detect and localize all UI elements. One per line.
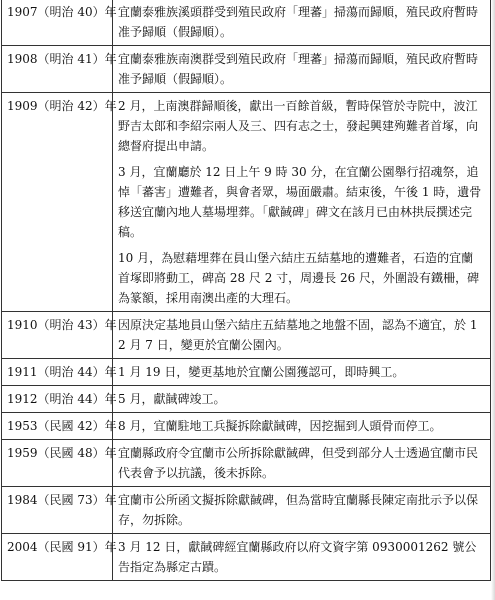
event-cell: [113, 487, 491, 534]
table-row: [2, 487, 491, 534]
year-cell: 1911（明治 44）年: [2, 359, 113, 386]
event-paragraph: 因原決定基地員山堡六結庄五結墓地之地盤不固，認為不適宜，於 12 月 7 日，變更於宜蘭公園內。: [118, 318, 478, 352]
event-paragraph: 宜蘭泰雅族南澳群受到殖民政府「理蕃」掃蕩而歸順，殖民政府暫時准予歸順（假歸順）。: [118, 52, 479, 86]
table-row: [2, 46, 491, 93]
table-row: [2, 359, 491, 386]
event-paragraph: 宜蘭縣政府令宜蘭市公所拆除獻馘碑，但受到部分人士透過宜蘭市民代表會予以抗議，後未拆除。: [118, 446, 479, 480]
event-cell: [113, 440, 491, 487]
year-cell: 1984（民國 73）年: [2, 487, 113, 534]
year-cell: 2004（民國 91）年: [2, 534, 113, 581]
year-cell: 1959（民國 48）年: [2, 440, 113, 487]
event-cell: [113, 93, 491, 312]
page-edge-shadow: [491, 0, 495, 600]
event-cell: [113, 312, 491, 359]
year-cell: 1909（明治 42）年: [2, 93, 113, 312]
year-cell: 1912（明治 44）年: [2, 386, 113, 413]
event-cell: [113, 413, 491, 440]
event-paragraph: 1 月 19 日，變更基地於宜蘭公園獲認可，即時興工。: [118, 365, 405, 379]
event-paragraph: 宜蘭市公所函文擬拆除獻馘碑，但為當時宜蘭縣長陳定南批示予以保存，勿拆除。: [118, 493, 479, 527]
event-cell: [113, 359, 491, 386]
event-paragraph: 3 月 12 日，獻馘碑經宜蘭縣政府以府文資字第 0930001262 號公告指定為縣定古蹟。: [118, 540, 477, 574]
year-cell: 1953（民國 42）年: [2, 413, 113, 440]
table-row: [2, 312, 491, 359]
table-row: [2, 440, 491, 487]
event-paragraph: 3 月，宜蘭廳於 12 日上午 9 時 30 分，在宜蘭公園舉行招魂祭，追悼「蕃害」遭難者，與會者眾，場面嚴肅。結束後，午後 1 時，遺骨移送宜蘭內地人墓場埋葬。「獻馘碑」碑文在該月已由林拱辰撰述完稿。: [118, 165, 482, 239]
table-row: [2, 93, 491, 312]
year-cell: 1907（明治 40）年: [2, 0, 113, 46]
event-paragraph: 2 月，上南澳群歸順後，獻出一百餘首級，暫時保管於寺院中，波江野吉太郎和李紹宗兩人及三、四有志之士，發起興建殉難者首塚，向總督府提出申請。: [118, 99, 479, 153]
timeline-table: [1, 0, 491, 581]
table-row: [2, 413, 491, 440]
event-paragraph: 8 月，宜蘭駐地工兵擬拆除獻馘碑，因挖掘到人頭骨而停工。: [118, 419, 442, 433]
table-row: [2, 386, 491, 413]
table-row: [2, 534, 491, 581]
year-cell: 1910（明治 43）年: [2, 312, 113, 359]
event-cell: [113, 0, 491, 46]
event-paragraph: 宜蘭泰雅族溪頭群受到殖民政府「理蕃」掃蕩而歸順，殖民政府暫時准予歸順（假歸順）。: [118, 5, 479, 39]
event-paragraph: 10 月，為慰藉埋葬在員山堡六結庄五結墓地的遭難者，石造的宜蘭首塚即將動工，碑高 28 尺 2 寸，周邊長 26 尺，外圍設有鐵柵，碑為篆額，採用南澳出產的大理石。: [118, 251, 480, 305]
event-paragraph: 5 月，獻馘碑竣工。: [118, 392, 226, 406]
event-cell: [113, 534, 491, 581]
year-cell: 1908（明治 41）年: [2, 46, 113, 93]
event-cell: [113, 386, 491, 413]
event-cell: [113, 46, 491, 93]
table-row: [2, 0, 491, 46]
